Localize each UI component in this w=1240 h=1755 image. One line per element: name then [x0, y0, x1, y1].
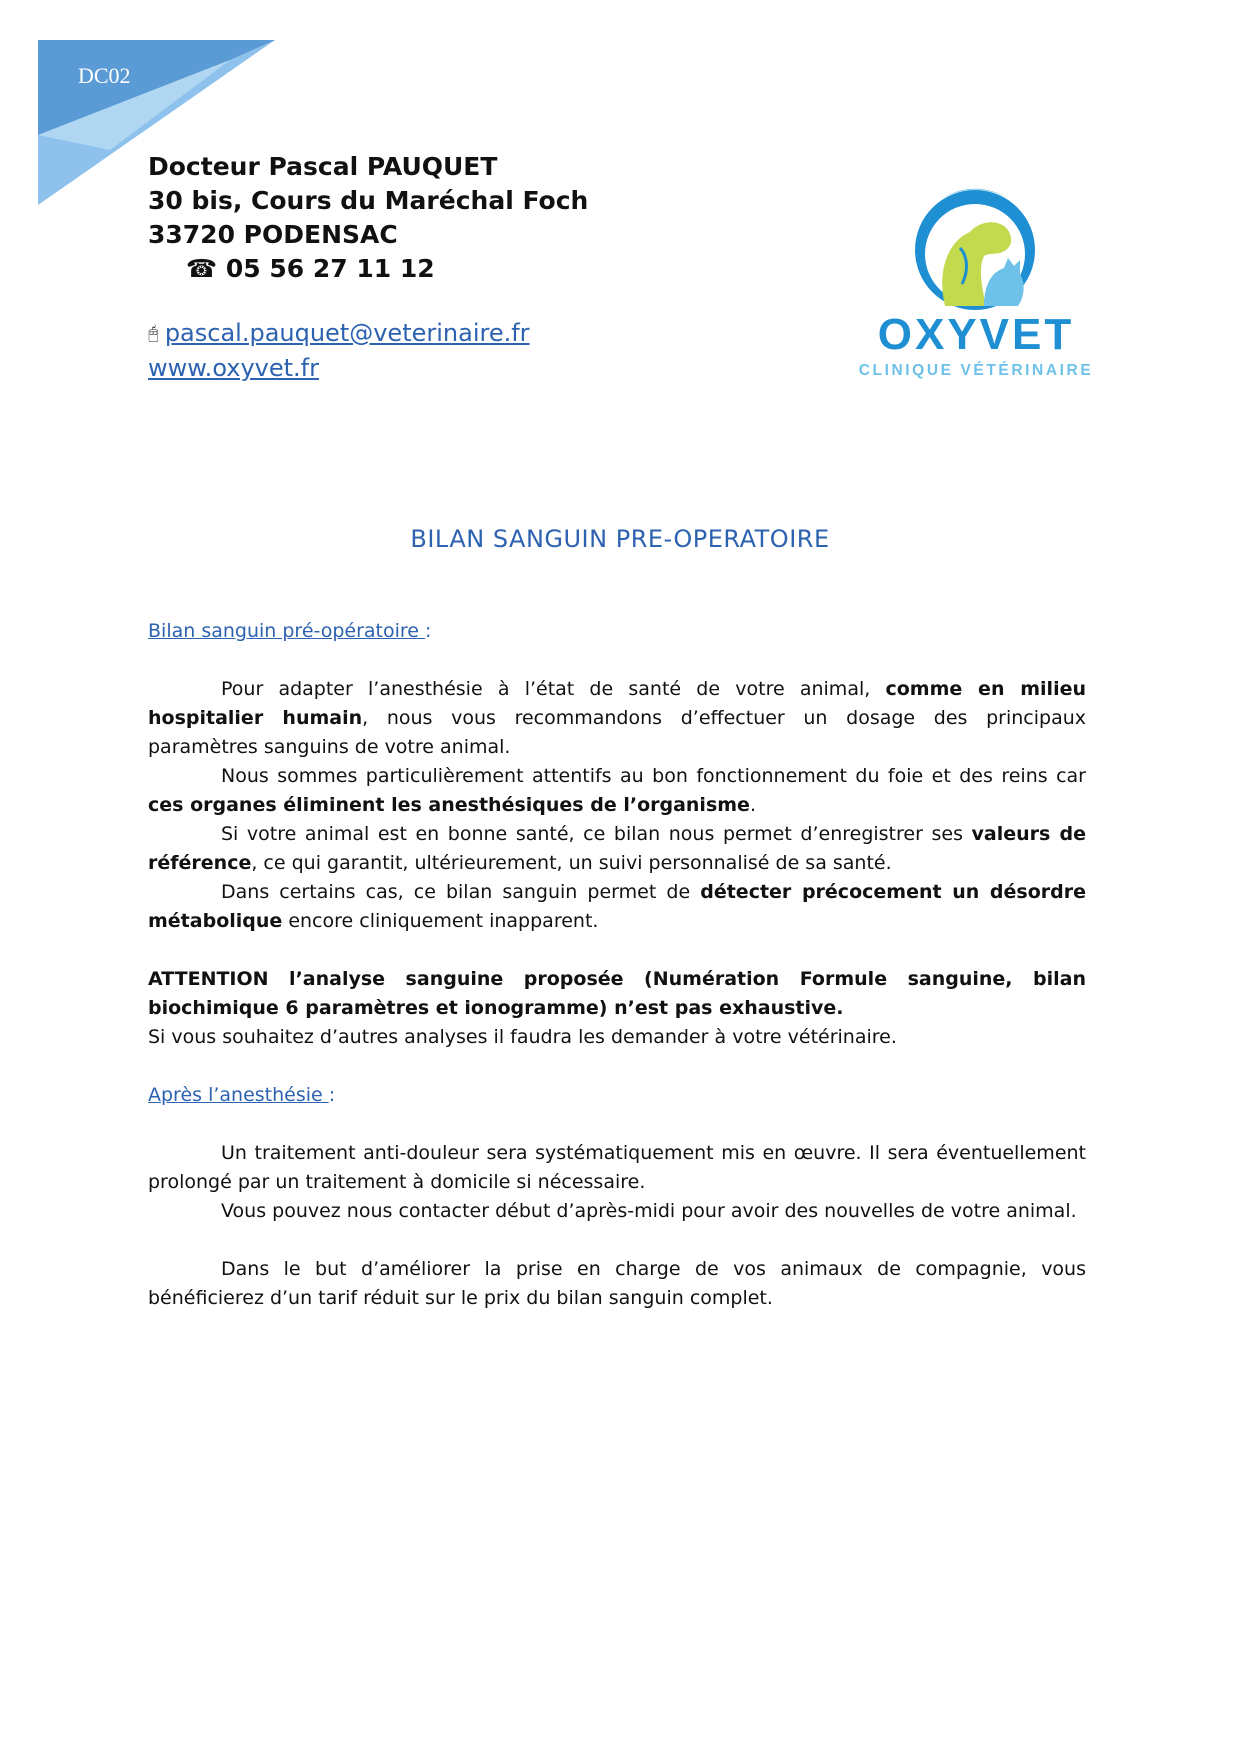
warning-text: ATTENTION l’analyse sanguine proposée (Numération Formule sanguine, bilan biochimique 6 paramètres et ionogramme) n’est pas exhaustive. — [148, 968, 1086, 1019]
document-body — [148, 617, 1086, 1313]
section-heading-text: Bilan sanguin pré-opératoire — [148, 620, 426, 642]
city-address: 33720 PODENSAC — [148, 220, 398, 249]
paragraph-text: Pour adapter l’anesthésie à l’état de santé de votre animal, — [221, 678, 886, 700]
paragraph-contact-news: Vous pouvez nous contacter début d’après-midi pour avoir des nouvelles de votre animal. — [221, 1200, 1077, 1222]
paragraph-text: Si votre animal est en bonne santé, ce bilan nous permet d’enregistrer ses — [221, 823, 972, 845]
section-heading-text: Après l’anesthésie — [148, 1084, 329, 1106]
section-heading-after-anesthesia — [148, 1081, 1086, 1109]
paragraph-text: encore cliniquement inapparent. — [282, 910, 599, 932]
phone-number: 05 56 27 11 12 — [225, 254, 435, 283]
email-link[interactable]: pascal.pauquet@veterinaire.fr — [164, 319, 530, 347]
paragraph-anesthesia-adaptation — [148, 675, 1086, 762]
paragraph-liver-kidneys — [148, 762, 1086, 820]
paragraph-bold-text: valeurs de référence — [148, 823, 1086, 874]
website-link[interactable]: www.oxyvet.fr — [148, 354, 319, 382]
paragraph-text: Dans certains cas, ce bilan sanguin permet de — [221, 881, 701, 903]
doctor-name: Docteur Pascal PAUQUET — [148, 152, 498, 181]
document-code: DC02 — [78, 63, 131, 88]
section-heading-colon: : — [425, 620, 432, 642]
paragraph-reference-values — [148, 820, 1086, 878]
paragraph-metabolic-disorder — [148, 878, 1086, 936]
paragraph-pain-treatment: Un traitement anti-douleur sera systématiquement mis en œuvre. Il sera éventuellement prolongé par un traitement à domicile si nécessaire. — [148, 1142, 1086, 1193]
logo-subtitle: CLINIQUE VÉTÉRINAIRE — [858, 362, 1094, 379]
doctor-address-block — [148, 150, 588, 386]
paragraph-text: , nous vous recommandons d’effectuer un dosage des principaux paramètres sanguins de votre animal. — [148, 707, 1086, 758]
paragraph-text: Nous sommes particulièrement attentifs au bon fonctionnement du foie et des reins car — [221, 765, 1086, 787]
warning-paragraph — [148, 965, 1086, 1023]
section-heading-bilan — [148, 617, 1086, 645]
contact-links — [148, 316, 588, 386]
phone-line — [148, 252, 588, 286]
section-heading-colon: : — [328, 1084, 336, 1106]
paragraph-bold-text: ces organes éliminent les anesthésiques de l’organisme — [148, 794, 750, 816]
paragraph-bold-text: détecter précocement un désordre métabolique — [148, 881, 1087, 932]
paragraph-text: . — [749, 794, 756, 816]
logo-name: OXYVET — [877, 310, 1075, 359]
mouse-icon: 🖰 — [148, 323, 159, 344]
paragraph-reduced-rate: Dans le but d’améliorer la prise en charge de vos animaux de compagnie, vous bénéficierez d’un tarif réduit sur le prix du bilan sanguin complet. — [148, 1258, 1086, 1309]
paragraph-bold-text: comme en milieu hospitalier humain — [148, 678, 1086, 729]
note-paragraph: Si vous souhaitez d’autres analyses il faudra les demander à votre vétérinaire. — [148, 1026, 897, 1048]
dog-cat-logo-icon — [900, 188, 1050, 310]
street-address: 30 bis, Cours du Maréchal Foch — [148, 186, 589, 215]
document-title: BILAN SANGUIN PRE-OPERATOIRE — [410, 525, 830, 553]
paragraph-text: , ce qui garantit, ultérieurement, un suivi personnalisé de sa santé. — [251, 852, 892, 874]
clinic-logo — [846, 188, 1106, 384]
telephone-icon: ☎ — [186, 254, 218, 283]
